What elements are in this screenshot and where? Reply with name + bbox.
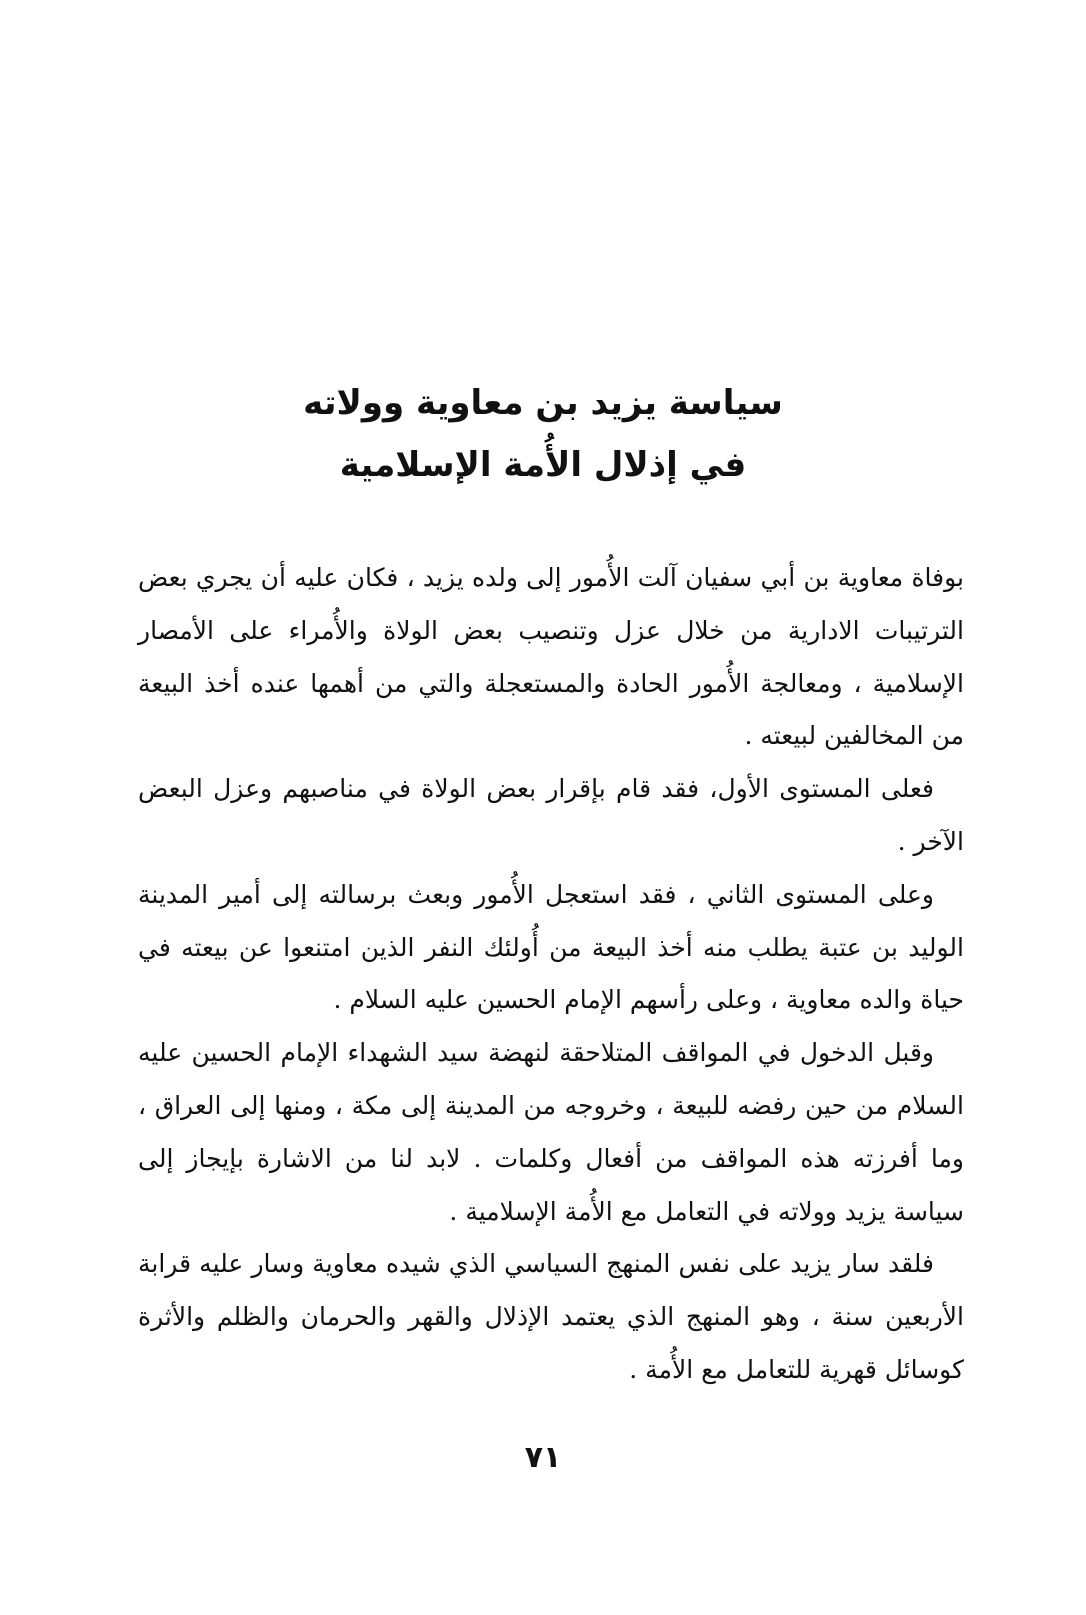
paragraph-3: وعلى المستوى الثاني ، فقد استعجل الأُمور وبعث برسالته إلى أمير المدينة الوليد بن عتبة يطلب منه أخذ البيعة من أُولئك النفر الذين امتنعوا عن بيعته في حياة والده معاوية ، وعلى رأسهم الإمام الحسين عليه السلام . [138, 879, 964, 1015]
paragraph-1: بوفاة معاوية بن أبي سفيان آلت الأُمور إلى ولده يزيد ، فكان عليه أن يجري بعض الترتيبات الادارية من خلال عزل وتنصيب بعض الولاة والأُمراء على الأمصار الإسلامية ، ومعالجة الأُمور الحادة والمستعجلة والتي من أهمها عنده أخذ البيعة من المخالفين لبيعته . [138, 563, 964, 751]
chapter-title-line-2: في إذلال الأُمة الإسلامية [339, 445, 747, 485]
chapter-title-line-1: سياسة يزيد بن معاوية وولاته [303, 383, 783, 423]
page-number: ٧١ [524, 1440, 562, 1475]
paragraph-5: فلقد سار يزيد على نفس المنهج السياسي الذي شيده معاوية وسار عليه قرابة الأربعين سنة ، وهو المنهج الذي يعتمد الإذلال والقهر والحرمان والظلم والأثرة كوسائل قهرية للتعامل مع الأُمة . [138, 1249, 964, 1384]
paragraph-2: فعلى المستوى الأول، فقد قام بإقرار بعض الولاة في مناصبهم وعزل البعض الآخر . [138, 774, 964, 856]
body-text [138, 552, 964, 1397]
chapter-title [0, 372, 1086, 496]
paragraph-4: وقبل الدخول في المواقف المتلاحقة لنهضة سيد الشهداء الإمام الحسين عليه السلام من حين رفضه للبيعة ، وخروجه من المدينة إلى مكة ، ومنها إلى العراق ، وما أفرزته هذه المواقف من أفعال وكلمات . لابد لنا من الاشارة بإيجاز إلى سياسة يزيد وولاته في التعامل مع الأُمة الإسلامية . [138, 1038, 964, 1226]
